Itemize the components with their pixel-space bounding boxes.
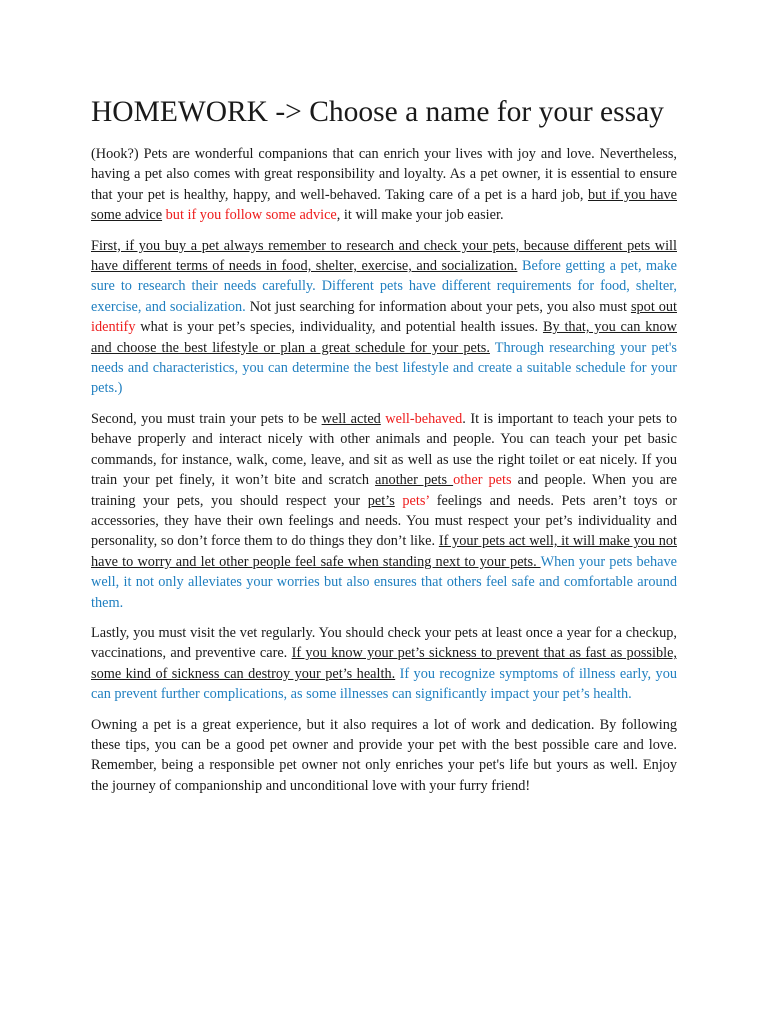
text-run: (Hook?) Pets are wonderful companions that can enrich your lives with joy and love. Nevertheless, having a pet also comes with great responsibility and loyalty. As a pet owner, it is essential to ensure that your pet is healthy, happy, and well-behaved. Taking care of a pet is a hard job,	[91, 146, 677, 203]
underlined-original-text: spot out	[630, 298, 677, 315]
red-correction-text: but if you follow some advice	[165, 207, 337, 224]
paragraph-training	[91, 409, 677, 613]
essay-title: HOMEWORK -> Choose a name for your essay	[91, 96, 664, 128]
red-correction-text: well-behaved	[385, 410, 463, 427]
text-run: Lastly, you must visit the vet regularly. You should check your pets at least once a year for a checkup, vaccinations, and preventive care.	[91, 624, 677, 662]
paragraph-vet	[91, 623, 677, 705]
underlined-original-text: First, if you buy a pet always remember to research and check your pets, because different pets will have different terms of needs in food, shelter, exercise, and socialization.	[91, 237, 677, 275]
underlined-original-text: By that, you can know and choose the best lifestyle or plan a great schedule for your pets.	[91, 319, 677, 356]
paragraph-intro	[91, 144, 677, 226]
red-correction-text: other pets	[453, 472, 512, 489]
text-run: . It is important to teach your pets to behave properly and interact nicely with other animals and people. You can teach your pet basic commands, for instance, walk, come, leave, and sit as well as use the right toilet or eat nicely. If you train your pet finely, it won’t bite and scratch	[91, 410, 677, 489]
text-run: and people. When you are training your pets, you should respect your	[91, 472, 677, 509]
text-run: what is your pet’s species, individuality, and potential health issues.	[135, 319, 543, 336]
underlined-original-text: If you know your pet’s sickness to prevent that as fast as possible, some kind of sickness can destroy your pet’s health.	[91, 645, 677, 682]
text-run: Second, you must train your pets to be	[91, 410, 322, 427]
underlined-original-text: pet’s	[367, 492, 395, 509]
underlined-original-text: another pets	[375, 472, 454, 489]
red-correction-text: identify	[91, 319, 136, 336]
red-correction-text: pets’	[402, 492, 430, 509]
blue-suggestion-text: If you recognize symptoms of illness early, you can prevent further complications, as some illnesses can significantly impact your pet’s health.	[91, 665, 677, 703]
paragraph-research	[91, 236, 677, 399]
text-run: Owning a pet is a great experience, but it also requires a lot of work and dedication. By following these tips, you can be a good pet owner and provide your pet with the best possible care and love. Remember, being a responsible pet owner not only enriches your pet's life but yours as well. Enjoy the journey of companionship and unconditional love with your furry friend!	[91, 716, 677, 794]
blue-suggestion-text: Through researching your pet's needs and characteristics, you can determine the best lifestyle and create a suitable schedule for your pets.)	[91, 339, 677, 397]
underlined-original-text: but if you have some advice	[91, 186, 677, 224]
blue-suggestion-text: When your pets behave well, it not only alleviates your worries but also ensures that others feel safe and comfortable around them.	[91, 553, 678, 611]
document-page	[91, 92, 677, 806]
blue-suggestion-text: Before getting a pet, make sure to research their needs carefully. Different pets have different requirements for food, shelter, exercise, and socialization.	[91, 258, 678, 315]
text-run: Not just searching for information about your pets, you also must	[245, 298, 631, 315]
text-run: , it will make your job easier.	[336, 207, 504, 224]
paragraph-conclusion	[91, 715, 677, 797]
underlined-original-text: well acted	[321, 410, 381, 427]
underlined-original-text: If your pets act well, it will make you not have to worry and let other people feel safe when standing next to your pets.	[91, 533, 677, 570]
text-run: feelings and needs. Pets aren’t toys or accessories, they have their own feelings and needs. You must respect your pet’s individuality and personality, so don’t force them to do things they don’t like.	[91, 492, 678, 550]
